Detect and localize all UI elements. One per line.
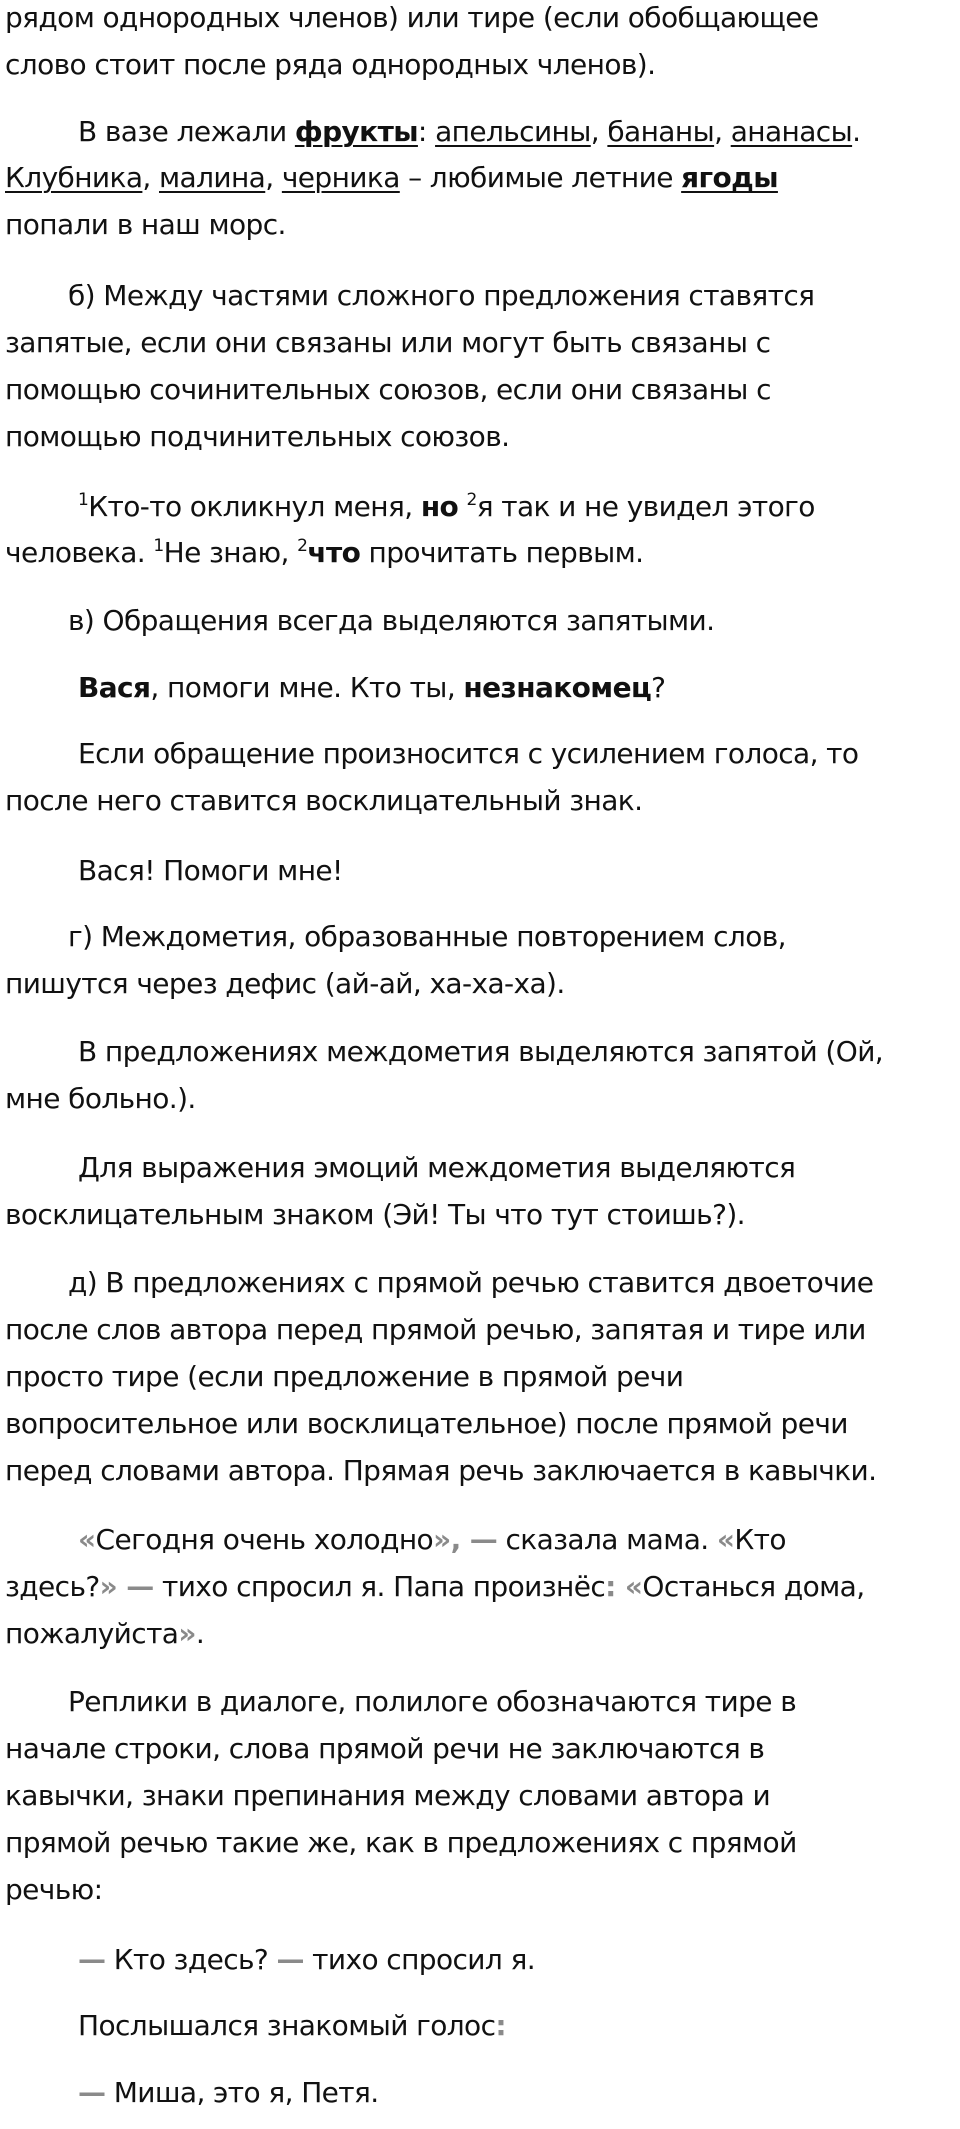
conjunction: но bbox=[420, 490, 459, 523]
punctuation-mark: « bbox=[716, 1523, 735, 1556]
paragraph-line: рядом однородных членов) или тире (если обобщающее bbox=[5, 1, 819, 34]
example-sentence: $^1$Кто-то окликнул меня, но $^2$я так и не увидел этого bbox=[78, 490, 815, 523]
dialogue-dash: — bbox=[78, 1943, 106, 1976]
example-sentence: В вазе лежали фрукты: апельсины, бананы, ананасы. bbox=[78, 115, 861, 148]
punctuation-mark: » — bbox=[99, 1570, 154, 1603]
conjunction: что bbox=[307, 536, 361, 569]
clause-number: 2 bbox=[297, 536, 308, 556]
paragraph-line: восклицательным знаком (Эй! Ты что тут стоишь?). bbox=[5, 1198, 745, 1231]
paragraph-line: вопросительное или восклицательное) после прямой речи bbox=[5, 1407, 848, 1440]
dialogue-line: — Кто здесь? — тихо спросил я. bbox=[78, 1943, 536, 1976]
example-sentence: пожалуйста». bbox=[5, 1617, 205, 1650]
address-word: незнакомец bbox=[463, 671, 652, 704]
homogeneous-member: черника bbox=[281, 161, 400, 194]
homogeneous-member: апельсины bbox=[435, 115, 591, 148]
paragraph-line: пишутся через дефис (ай-ай, ха-ха-ха). bbox=[5, 967, 565, 1000]
example-sentence: Вася! Помоги мне! bbox=[78, 854, 343, 887]
rule-heading: г) Междометия, образованные повторением слов, bbox=[68, 920, 786, 953]
homogeneous-member: малина bbox=[159, 161, 266, 194]
homogeneous-member: ананасы bbox=[730, 115, 853, 148]
dialogue-dash: — bbox=[78, 2076, 106, 2109]
paragraph-line: Для выражения эмоций междометия выделяются bbox=[78, 1151, 796, 1184]
punctuation-mark: », — bbox=[433, 1523, 498, 1556]
paragraph-line: Реплики в диалоге, полилоге обозначаются тире в bbox=[68, 1685, 797, 1718]
generalizing-word: ягоды bbox=[681, 161, 778, 194]
dialogue-line: Послышался знакомый голос: bbox=[78, 2009, 506, 2042]
punctuation-mark: : « bbox=[605, 1570, 643, 1603]
punctuation-mark: « bbox=[78, 1523, 96, 1556]
paragraph-line: запятые, если они связаны или могут быть связаны с bbox=[5, 326, 771, 359]
paragraph-line: мне больно.). bbox=[5, 1082, 196, 1115]
address-word: Вася bbox=[78, 671, 151, 704]
paragraph-line: начале строки, слова прямой речи не заключаются в bbox=[5, 1732, 765, 1765]
punctuation-mark: » bbox=[178, 1617, 196, 1650]
example-sentence: Клубника, малина, черника – любимые летние ягоды bbox=[5, 161, 778, 194]
example-sentence: «Сегодня очень холодно», — сказала мама. «Кто bbox=[78, 1523, 786, 1556]
punctuation-mark: : bbox=[495, 2009, 506, 2042]
example-sentence: Вася, помоги мне. Кто ты, незнакомец? bbox=[78, 671, 666, 704]
paragraph-line: помощью подчинительных союзов. bbox=[5, 420, 510, 453]
rule-heading: б) Между частями сложного предложения ставятся bbox=[68, 279, 815, 312]
paragraph-line: слово стоит после ряда однородных членов). bbox=[5, 48, 656, 81]
dialogue-dash: — bbox=[276, 1943, 304, 1976]
paragraph-line: Если обращение произносится с усилением голоса, то bbox=[78, 737, 859, 770]
example-sentence: здесь?» — тихо спросил я. Папа произнёс: «Останься дома, bbox=[5, 1570, 865, 1603]
generalizing-word: фрукты bbox=[294, 115, 418, 148]
rule-heading: в) Обращения всегда выделяются запятыми. bbox=[68, 604, 715, 637]
example-sentence: человека. $^1$Не знаю, $^2$что прочитать первым. bbox=[5, 536, 644, 569]
paragraph-line: В предложениях междометия выделяются запятой (Ой, bbox=[78, 1035, 884, 1068]
paragraph-line: после него ставится восклицательный знак. bbox=[5, 784, 643, 817]
paragraph-line: после слов автора перед прямой речью, запятая и тире или bbox=[5, 1313, 866, 1346]
clause-number: 1 bbox=[78, 490, 89, 510]
dialogue-line: — Миша, это я, Петя. bbox=[78, 2076, 379, 2109]
paragraph-line: прямой речью такие же, как в предложениях с прямой bbox=[5, 1826, 797, 1859]
paragraph-line: речью: bbox=[5, 1873, 103, 1906]
example-sentence: попали в наш морс. bbox=[5, 208, 286, 241]
paragraph-line: кавычки, знаки препинания между словами автора и bbox=[5, 1779, 771, 1812]
paragraph-line: просто тире (если предложение в прямой речи bbox=[5, 1360, 684, 1393]
rule-heading: д) В предложениях с прямой речью ставится двоеточие bbox=[68, 1266, 874, 1299]
homogeneous-member: Клубника bbox=[5, 161, 143, 194]
clause-number: 2 bbox=[466, 490, 477, 510]
paragraph-line: помощью сочинительных союзов, если они связаны с bbox=[5, 373, 771, 406]
paragraph-line: перед словами автора. Прямая речь заключается в кавычки. bbox=[5, 1454, 877, 1487]
clause-number: 1 bbox=[153, 536, 164, 556]
homogeneous-member: бананы bbox=[607, 115, 715, 148]
